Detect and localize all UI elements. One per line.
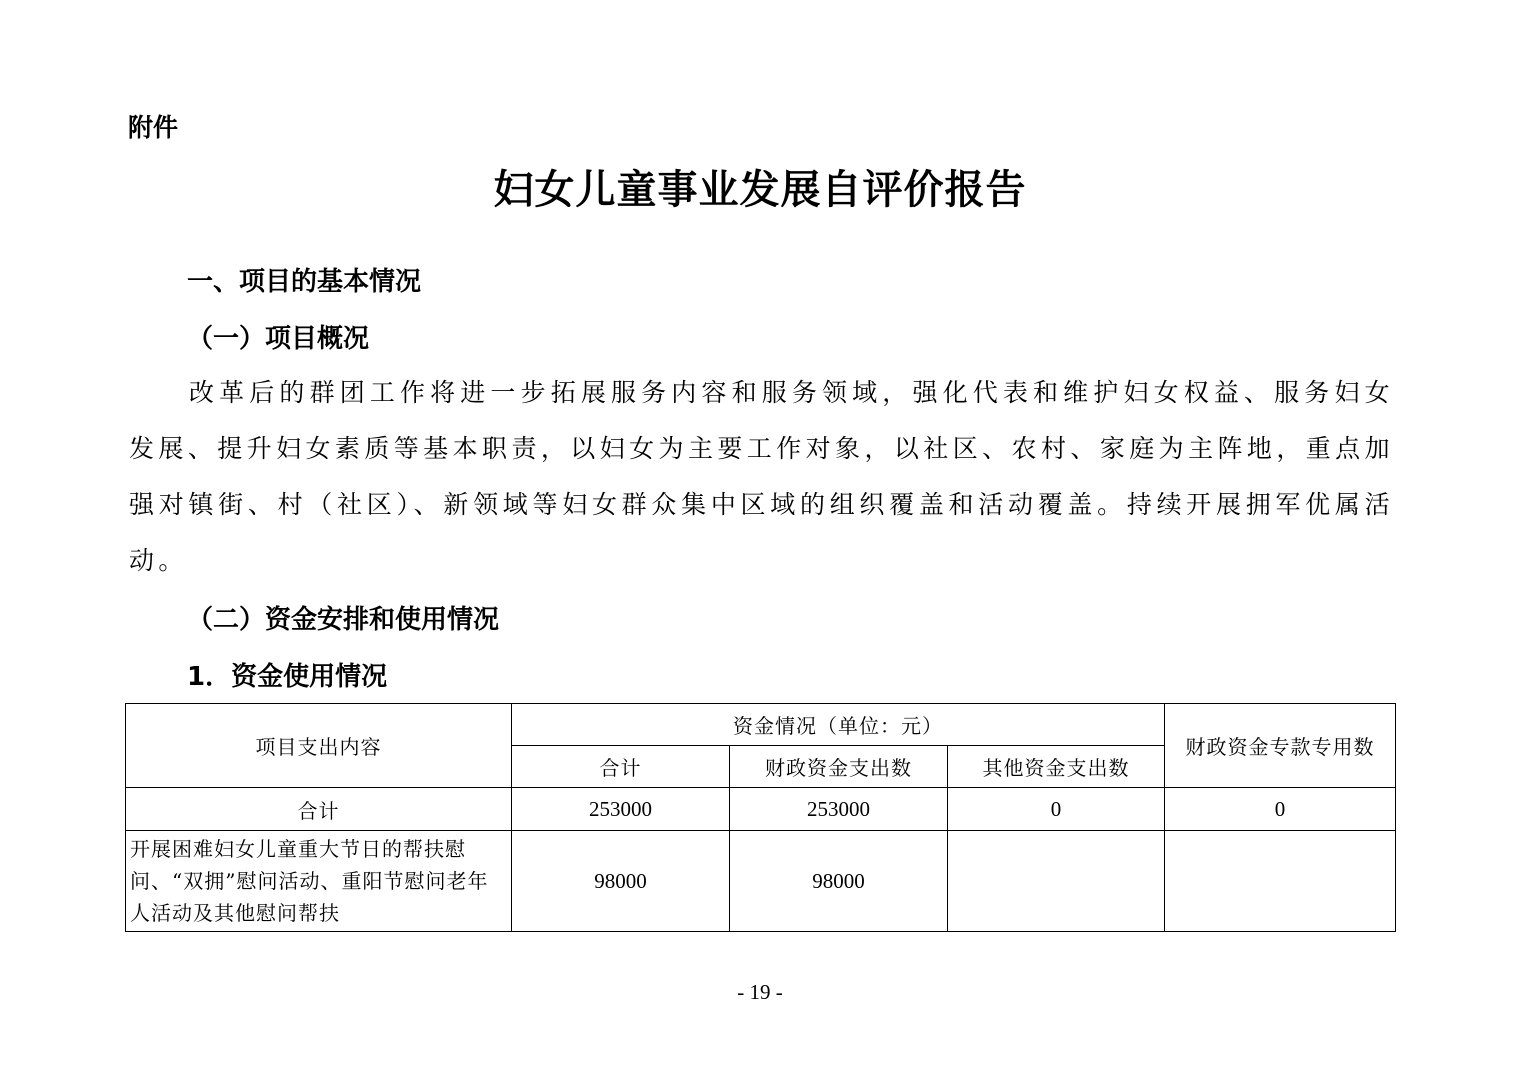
overview-paragraph: 改革后的群团工作将进一步拓展服务内容和服务领域，强化代表和维护妇女权益、服务妇女发展、提升妇女素质等基本职责，以妇女为主要工作对象，以社区、农村、家庭为主阵地，重点加强对镇街、村（社区）、新领域等妇女群众集中区域的组织覆盖和活动覆盖。持续开展拥军优属活动。 xyxy=(129,378,1394,575)
header-fiscal: 财政资金支出数 xyxy=(730,746,948,788)
table-header-row xyxy=(126,704,1396,746)
page-title: 妇女儿童事业发展自评价报告 xyxy=(493,166,1027,213)
header-total: 合计 xyxy=(512,746,730,788)
subsection-heading-overview: （一）项目概况 xyxy=(187,324,370,354)
header-funds-group: 资金情况（单位：元） xyxy=(512,704,1165,746)
section-heading-basic-info: 一、项目的基本情况 xyxy=(187,267,422,297)
cell-special xyxy=(1165,831,1396,932)
cell-item: 开展困难妇女儿童重大节日的帮扶慰问、“双拥”慰问活动、重阳节慰问老年人活动及其他慰问帮扶 xyxy=(126,831,512,932)
fund-usage-table xyxy=(125,703,1396,932)
subsubsection-heading-fund-usage: 1．资金使用情况 xyxy=(187,662,388,692)
cell-total: 253000 xyxy=(512,788,730,831)
cell-fiscal: 98000 xyxy=(730,831,948,932)
table-row xyxy=(126,831,1396,932)
subsection-heading-funds: （二）资金安排和使用情况 xyxy=(187,605,500,635)
cell-other xyxy=(948,831,1165,932)
header-special: 财政资金专款专用数 xyxy=(1165,704,1396,788)
page-number: - 19 - xyxy=(737,980,783,1004)
cell-fiscal: 253000 xyxy=(730,788,948,831)
cell-item: 合计 xyxy=(126,788,512,831)
header-item: 项目支出内容 xyxy=(126,704,512,788)
header-other: 其他资金支出数 xyxy=(948,746,1165,788)
table-row xyxy=(126,788,1396,831)
cell-other: 0 xyxy=(948,788,1165,831)
cell-total: 98000 xyxy=(512,831,730,932)
attachment-label: 附件 xyxy=(128,113,179,142)
cell-special: 0 xyxy=(1165,788,1396,831)
